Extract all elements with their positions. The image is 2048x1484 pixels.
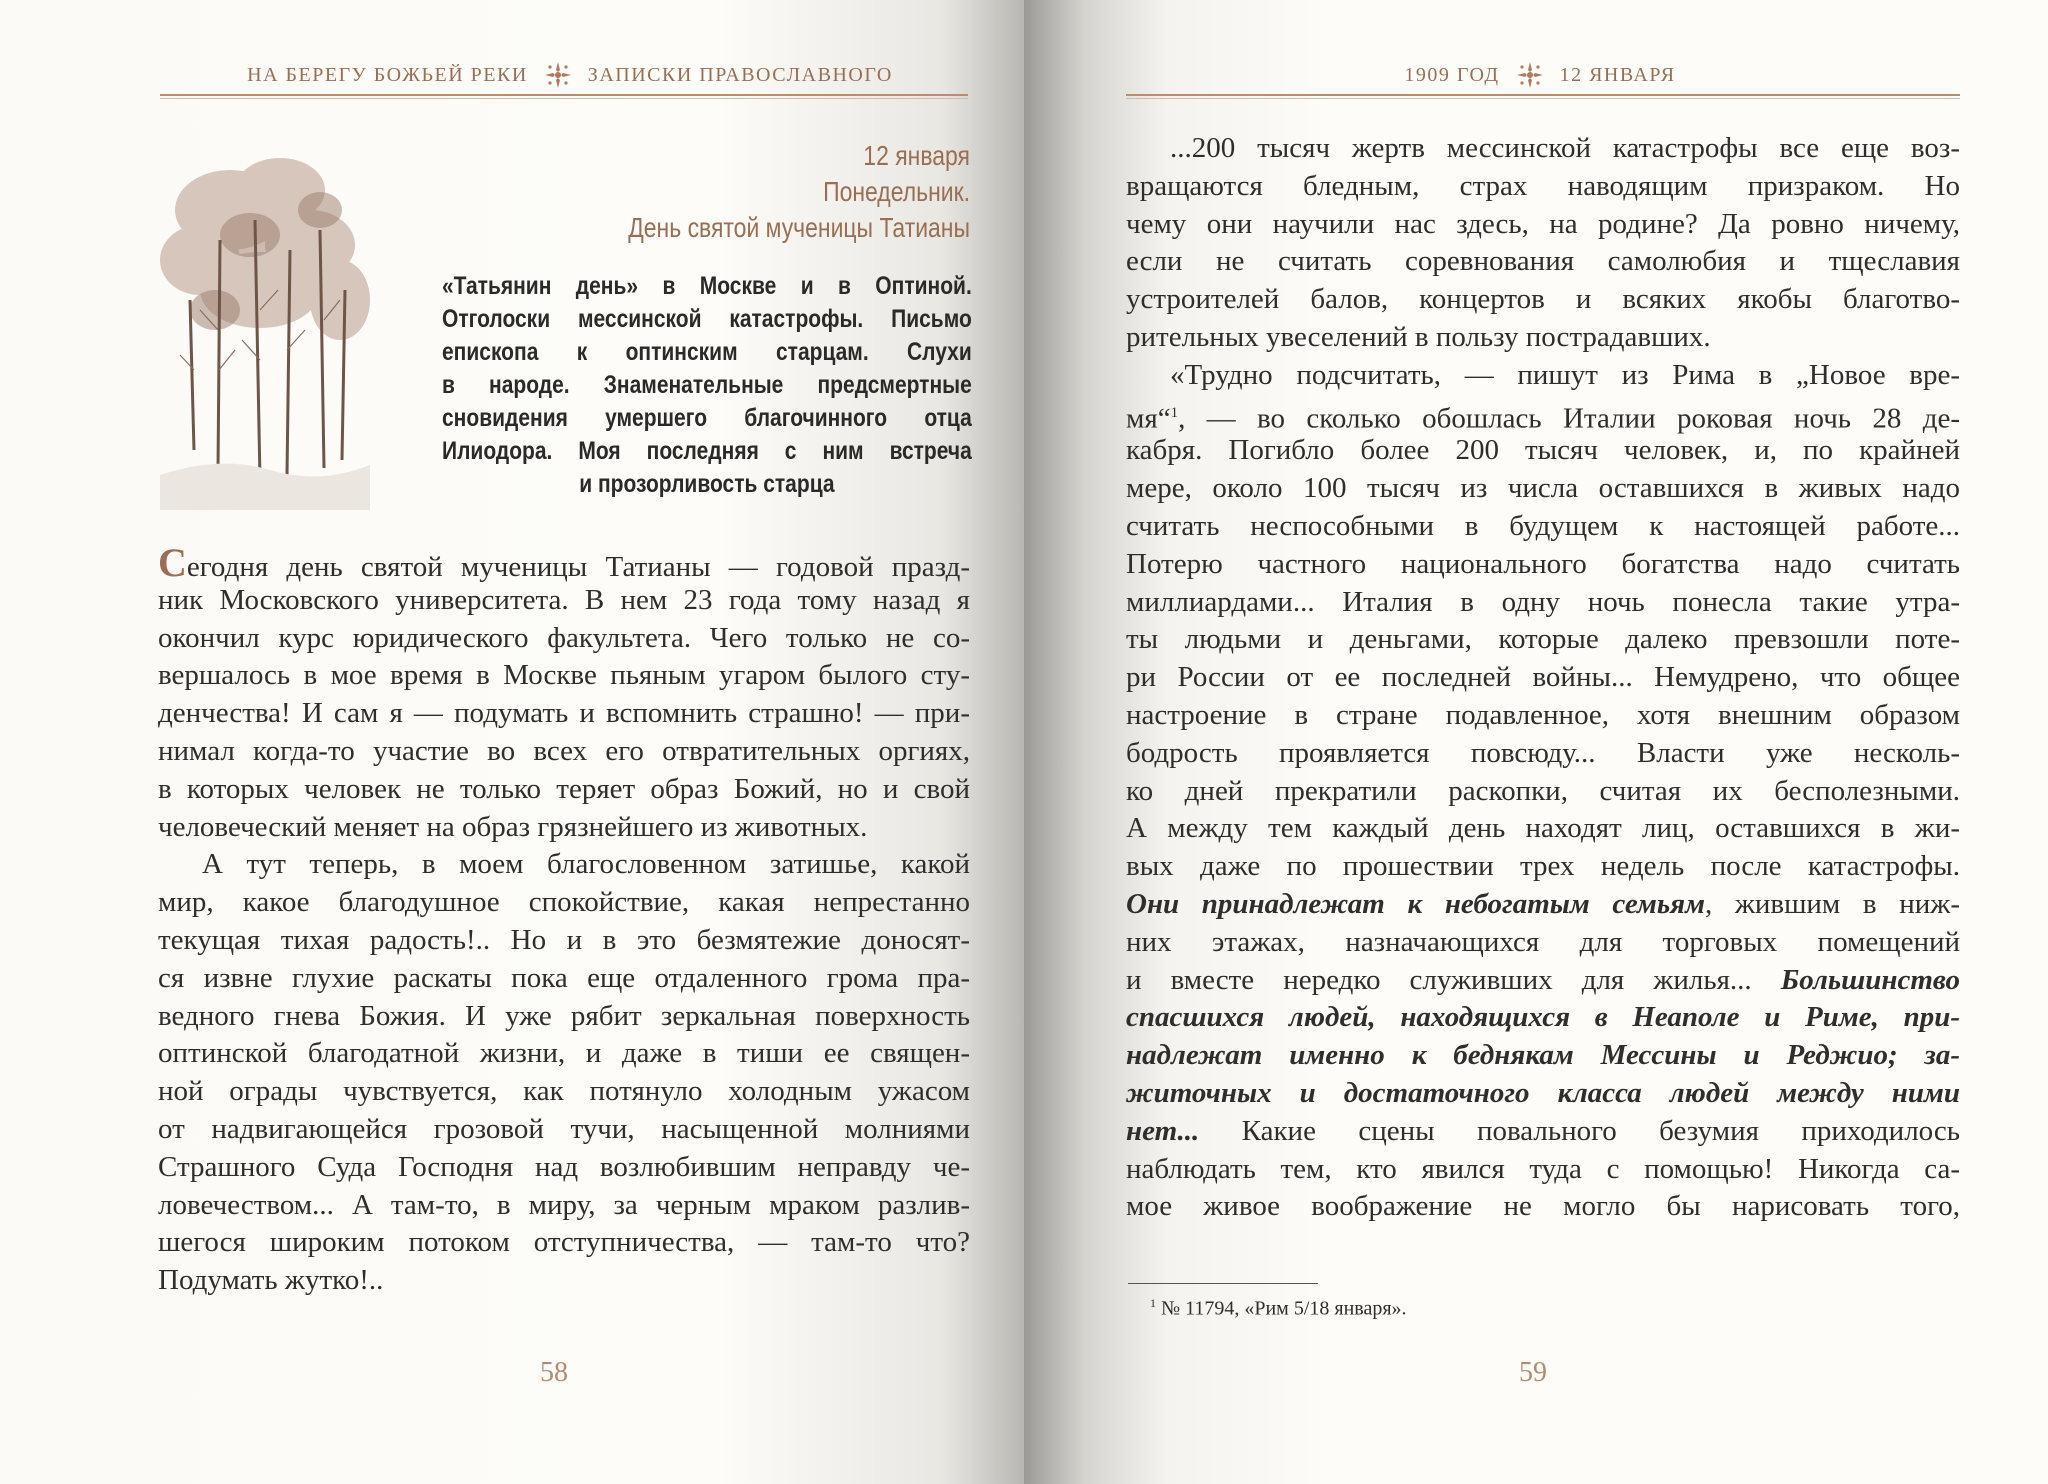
summary-line: «Татьянин день» в Москве и в Оптиной. (442, 272, 972, 300)
right-page (1024, 0, 2048, 1484)
body-line-text: Какие сцены повального безумия приходилось (1199, 1114, 1960, 1147)
body-line (1126, 1113, 1960, 1151)
footnote-marker: 1 (1150, 1296, 1156, 1310)
body-line: настроение в стране подавленное, хотя внешним образом (1126, 698, 1960, 731)
entry-summary (442, 270, 972, 501)
body-line: считать неспособными в будущем к настоящей работе... (1126, 509, 1960, 542)
body-line: мере, около 100 тысяч из числа оставшихся в живых надо (1126, 472, 1960, 505)
body-line: денчества! И сам я — подумать и вспомнить страшно! — при- (158, 697, 970, 730)
cross-ornament-icon (1516, 61, 1544, 89)
summary-line: в народе. Знаменательные предсмертные (442, 371, 972, 399)
body-line: нимал когда-то участие во всех его отвратительных оргиях, (158, 734, 970, 767)
body-line: ри России от ее последней войны... Немудрено, что общее (1126, 661, 1960, 694)
entry-saint-day: День святой мученицы Татианы (628, 212, 970, 243)
body-line: ловечеством... А там-то, в миру, за черным мраком разлив- (158, 1188, 970, 1221)
entry-header (390, 138, 970, 246)
italic-emphasis: Они принадлежат к небогатым семьям (1126, 887, 1705, 920)
body-line: них этажах, назначающихся для торговых помещений (1126, 925, 1960, 958)
body-line (1126, 886, 1960, 924)
body-line-text: мя“ (1126, 402, 1171, 435)
summary-line: Отголоски мессинской катастрофы. Письмо (442, 305, 972, 333)
running-head-date: 12 ЯНВАРЯ (1559, 63, 1676, 86)
body-line: житочных и достаточного класса людей между ними (1126, 1076, 1960, 1109)
entry-date: 12 января (863, 140, 970, 171)
body-line: Страшного Суда Господня над возлюбившим неправду че- (158, 1150, 970, 1183)
winter-forest-illustration (160, 150, 370, 510)
summary-line: епископа к оптинским старцам. Слухи (442, 338, 972, 366)
italic-emphasis: Большинство (1780, 963, 1960, 996)
running-head-year: 1909 ГОД (1404, 63, 1500, 86)
running-head-right (1130, 58, 1950, 92)
body-line-text: , жившим в ниж- (1704, 887, 1960, 920)
body-line: А тут теперь, в моем благословенном затишье, какой (202, 848, 970, 881)
body-line (1126, 962, 1960, 1000)
body-line: мир, какое благодушное спокойствие, какая непрестанно (158, 886, 970, 919)
italic-emphasis: нет... (1126, 1114, 1200, 1147)
body-line-text: и вместе нередко служивших для жилья... (1126, 963, 1781, 996)
body-line: вершалось в мое время в Москве пьяным угаром былого сту- (158, 659, 970, 692)
body-line: Подумать жутко!.. (158, 1264, 384, 1297)
footnote (1150, 1296, 1407, 1321)
body-line (1126, 395, 1960, 433)
page-number: 59 (1519, 1357, 1547, 1388)
body-line: ведного гнева Божия. И уже рябит зеркальная поверхность (158, 999, 970, 1032)
left-body-text (158, 540, 970, 1300)
page-number: 58 (540, 1357, 568, 1388)
footnote-text: № 11794, «Рим 5/18 января». (1156, 1297, 1407, 1320)
footnote-rule (1128, 1283, 1318, 1284)
body-line: вых даже по прошествии трех недель после катастрофы. (1126, 850, 1960, 883)
right-body-text (1126, 130, 1960, 1226)
body-line: наблюдать тем, кто явился туда с помощью! Никогда са- (1126, 1152, 1960, 1185)
running-head-series-title: ЗАПИСКИ ПРАВОСЛАВНОГО (587, 63, 893, 86)
body-line: ной ограды чувствуется, как потянуло холодным ужасом (158, 1075, 970, 1108)
body-line: ...200 тысяч жертв мессинской катастрофы все еще воз- (1170, 132, 1960, 164)
body-line: человеческий меняет на образ грязнейшего из животных. (158, 810, 868, 843)
body-line: миллиардами... Италия в одну ночь понесла такие утра- (1126, 585, 1960, 618)
body-line: от надвигающейся грозовой тучи, насыщенной молниями (158, 1112, 970, 1145)
summary-line: сновидения умершего благочинного отца (442, 404, 972, 432)
body-line: Потерю частного национального богатства надо считать (1126, 547, 1960, 580)
running-head-rule (160, 94, 968, 96)
body-line: в которых человек не только теряет образ Божий, но и свой (158, 772, 970, 805)
body-line: устроителей балов, концертов и всяких якобы благотво- (1126, 283, 1960, 316)
body-line: оптинской благодатной жизни, и даже в тиши ее священ- (158, 1037, 970, 1070)
running-head-book-title: НА БЕРЕГУ БОЖЬЕЙ РЕКИ (247, 63, 528, 86)
summary-line: и прозорливость старца (579, 470, 835, 498)
body-line (158, 540, 970, 585)
body-line: спасшихся людей, находящихся в Неаполе и Риме, при- (1126, 1001, 1960, 1034)
running-head-rule (1126, 94, 1960, 96)
body-line: рительных увеселений в пользу пострадавших. (1126, 320, 1711, 353)
body-line: кабря. Погибло более 200 тысяч человек, и, по крайней (1126, 434, 1960, 467)
body-line: окончил курс юридического факультета. Чего только не со- (158, 621, 970, 654)
drop-cap: С (158, 540, 187, 585)
body-line: если не считать соревнования самолюбия и тщеславия (1126, 245, 1960, 278)
body-line: ты людьми и деньгами, которые далеко превзошли поте- (1126, 623, 1960, 656)
body-line-text: , — во сколько обошлась Италии роковая ночь 28 де- (1178, 402, 1960, 435)
running-head-left (160, 58, 980, 92)
body-line: мое живое воображение не могло бы нарисовать того, (1126, 1190, 1960, 1223)
body-line: бодрость проявляется повсюду... Власти уже несколь- (1126, 736, 1960, 769)
body-line: ко дней прекратили раскопки, считая их бесполезными. (1126, 774, 1960, 807)
body-line: «Трудно подсчитать, — пишут из Рима в „Новое вре- (1170, 358, 1960, 391)
body-line: А между тем каждый день находят лиц, оставшихся в жи- (1126, 812, 1960, 845)
body-line: надлежат именно к беднякам Мессины и Реджио; за- (1126, 1039, 1960, 1072)
body-line-text: егодня день святой мученицы Татианы — годовой празд- (186, 551, 970, 583)
body-line: ся извне глухие раскаты пока еще отдаленного грома пра- (158, 961, 970, 994)
body-line: шегося широким потоком отступничества, — там-то что? (158, 1226, 970, 1259)
footnote-ref[interactable]: 1 (1170, 404, 1179, 421)
body-line: ник Московского университета. В нем 23 года тому назад я (158, 583, 970, 616)
cross-ornament-icon (544, 61, 572, 89)
body-line: вращаются бледным, страх наводящим призраком. Но (1126, 169, 1960, 202)
summary-line: Илиодора. Моя последняя с ним встреча (442, 437, 972, 465)
entry-day: Понедельник. (823, 176, 970, 207)
body-line: чему они научили нас здесь, на родине? Да ровно ничему, (1126, 207, 1960, 240)
body-line: текущая тихая радость!.. Но и в это безмятежие доносят- (158, 923, 970, 956)
